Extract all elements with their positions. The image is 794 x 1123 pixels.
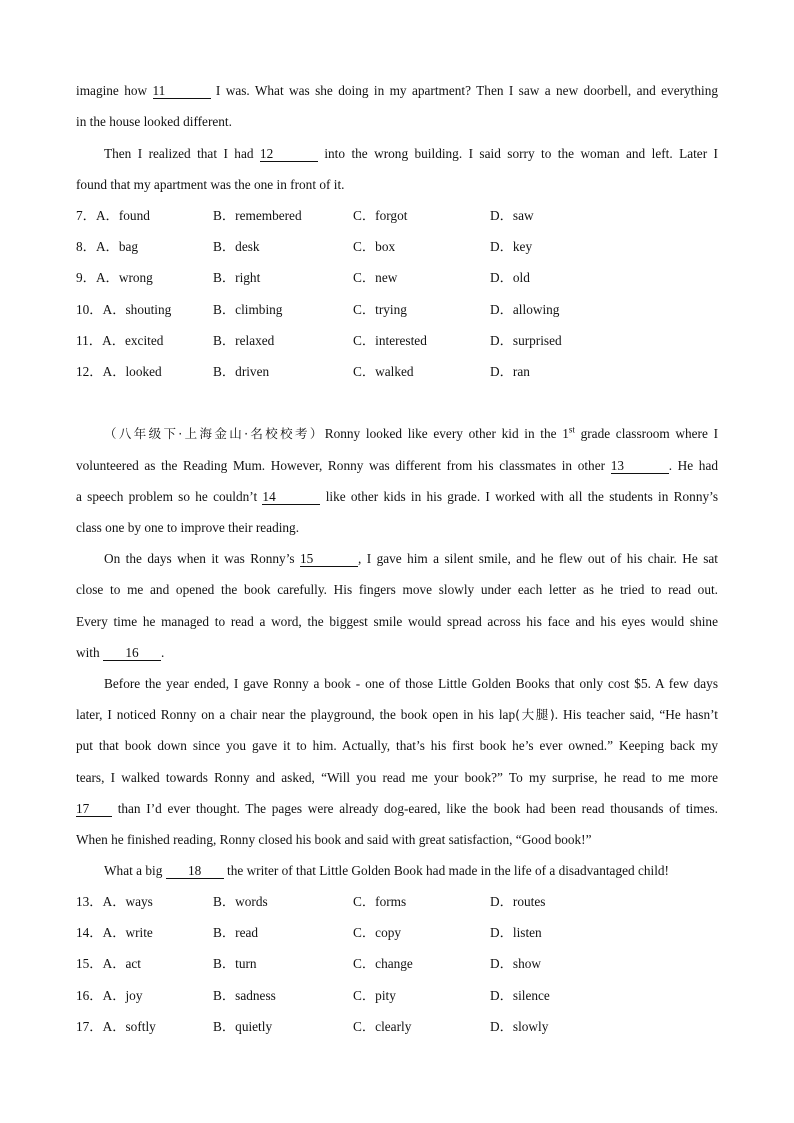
question-row — [76, 923, 718, 943]
option-a: 9．A．wrong — [76, 270, 153, 286]
text: . — [160, 645, 165, 660]
option-d: D．show — [490, 956, 541, 972]
passage2-line-13 — [76, 799, 718, 819]
passage2-line-3 — [76, 487, 718, 507]
option-c: C．pity — [353, 987, 396, 1003]
passage2-line-8 — [76, 643, 718, 663]
text: than I’d ever thought. The pages were already dog-eared, like the book had been read thousands of times. — [117, 801, 718, 816]
option-a: 11．A．excited — [76, 332, 164, 348]
passage1-line-4: found that my apartment was the one in front of it. — [76, 177, 345, 192]
gloss-text: (大腿) — [515, 707, 555, 722]
option-d: D．silence — [490, 987, 550, 1003]
passage2-line-10 — [76, 705, 718, 725]
passage2-line-7: Every time he managed to read a word, the biggest smile would spread across his face and his eyes would shine — [76, 614, 718, 629]
passage2-line-5 — [104, 549, 718, 569]
option-a: 13．A．ways — [76, 894, 153, 909]
blank-17: 17 — [76, 801, 112, 817]
option-c: C．clearly — [353, 1018, 412, 1034]
option-b: B．words — [213, 894, 268, 909]
option-a: 16．A．joy — [76, 987, 143, 1003]
text: a speech problem so he couldn’t — [76, 489, 258, 504]
question-row — [76, 206, 718, 226]
text: I was. What was she doing in my apartment? Then I saw a new doorbell, and everything — [215, 83, 719, 98]
passage2-line-1 — [104, 424, 718, 444]
option-b: B．quietly — [213, 1018, 273, 1034]
option-a: 7．A．found — [76, 208, 150, 223]
passage2-line-11: put that book down since you gave it to him. Actually, that’s his first book he’s ever owned.” Keeping back my — [76, 738, 718, 753]
option-d: D．surprised — [490, 332, 562, 348]
question-row — [76, 237, 718, 257]
text: like other kids in his grade. I worked with all the students in Ronny’s — [325, 489, 718, 504]
blank-14: 14 — [262, 489, 320, 505]
option-b: B．climbing — [213, 301, 283, 317]
passage2-line-2 — [76, 456, 718, 476]
option-c: C．walked — [353, 364, 414, 379]
question-row — [76, 1017, 718, 1037]
option-d: D．slowly — [490, 1018, 549, 1034]
text: the writer of that Little Golden Book had made in the life of a disadvantaged child! — [227, 863, 669, 878]
option-b: B．remembered — [213, 208, 302, 223]
option-b: B．desk — [213, 239, 260, 255]
text: . He had — [668, 458, 719, 473]
option-a: 15．A．act — [76, 956, 141, 972]
option-d: D．routes — [490, 894, 546, 909]
text: imagine how — [76, 83, 148, 98]
passage2-line-4: class one by one to improve their reading. — [76, 520, 300, 535]
option-a: 8．A．bag — [76, 239, 139, 255]
passage2-line-14: When he finished reading, Ronny closed his book and said with great satisfaction, “Good book!” — [76, 832, 592, 847]
option-d: D．saw — [490, 208, 534, 223]
option-d: D．listen — [490, 925, 542, 941]
passage2-line-6: close to me and opened the book carefully. His fingers move slowly under each letter as he tried to read out. — [76, 582, 718, 597]
blank-16: 16 — [103, 645, 161, 661]
option-b: B．sadness — [213, 987, 276, 1003]
passage2-line-12: tears, I walked towards Ronny and asked, “Will you read me your book?” To my surprise, he read to me more — [76, 770, 718, 785]
text: later, I noticed Ronny on a chair near the playground, the book open in his lap — [76, 707, 516, 722]
blank-13: 13 — [611, 458, 669, 474]
option-a: 10．A．shouting — [76, 301, 172, 317]
option-b: B．read — [213, 925, 259, 941]
passage2-line-9: Before the year ended, I gave Ronny a book - one of those Little Golden Books that only cost $5. A few days — [104, 676, 718, 691]
question-row — [76, 954, 718, 974]
option-d: D．allowing — [490, 301, 560, 317]
option-c: C．change — [353, 956, 413, 972]
option-b: B．relaxed — [213, 332, 275, 348]
option-c: C．forms — [353, 894, 407, 909]
option-c: C．new — [353, 270, 398, 286]
text: volunteered as the Reading Mum. However, Ronny was different from his classmates in other — [76, 458, 606, 473]
question-row — [76, 331, 718, 351]
option-d: D．ran — [490, 364, 530, 379]
option-a: 12．A．looked — [76, 364, 162, 379]
text: Ronny looked like every other kid in the 1 — [324, 426, 569, 441]
blank-18: 18 — [166, 863, 224, 879]
text: On the days when it was Ronny’s — [104, 551, 295, 566]
text: into the wrong building. I said sorry to the woman and left. Later I — [324, 146, 718, 161]
passage1-line-3 — [104, 144, 718, 164]
question-row — [76, 986, 718, 1006]
source-label: （八年级下·上海金山·名校校考） — [104, 426, 325, 441]
passage1-line-2: in the house looked different. — [76, 114, 232, 129]
option-c: C．copy — [353, 925, 402, 941]
option-b: B．turn — [213, 956, 257, 972]
text: grade classroom where I — [574, 426, 719, 441]
text: , I gave him a silent smile, and he flew out of his chair. He sat — [357, 551, 718, 566]
blank-12: 12 — [260, 146, 318, 162]
question-row — [76, 362, 718, 382]
option-b: B．right — [213, 270, 261, 286]
blank-15: 15 — [300, 551, 358, 567]
passage2-line-15 — [104, 861, 718, 881]
option-c: C．trying — [353, 301, 407, 317]
superscript: st — [568, 424, 575, 435]
option-a: 17．A．softly — [76, 1018, 156, 1034]
option-d: D．old — [490, 270, 530, 286]
option-a: 14．A．write — [76, 925, 153, 941]
option-c: C．forgot — [353, 208, 408, 223]
option-b: B．driven — [213, 364, 270, 379]
question-row — [76, 268, 718, 288]
question-row — [76, 300, 718, 320]
option-d: D．key — [490, 239, 533, 255]
text: What a big — [104, 863, 163, 878]
text: . His teacher said, “He hasn’t — [554, 707, 718, 722]
question-row — [76, 892, 718, 912]
blank-11: 11 — [153, 83, 211, 99]
option-c: C．box — [353, 239, 396, 255]
text: Then I realized that I had — [104, 146, 254, 161]
passage1-line-1 — [76, 81, 718, 101]
option-c: C．interested — [353, 332, 427, 348]
text: with — [76, 645, 100, 660]
